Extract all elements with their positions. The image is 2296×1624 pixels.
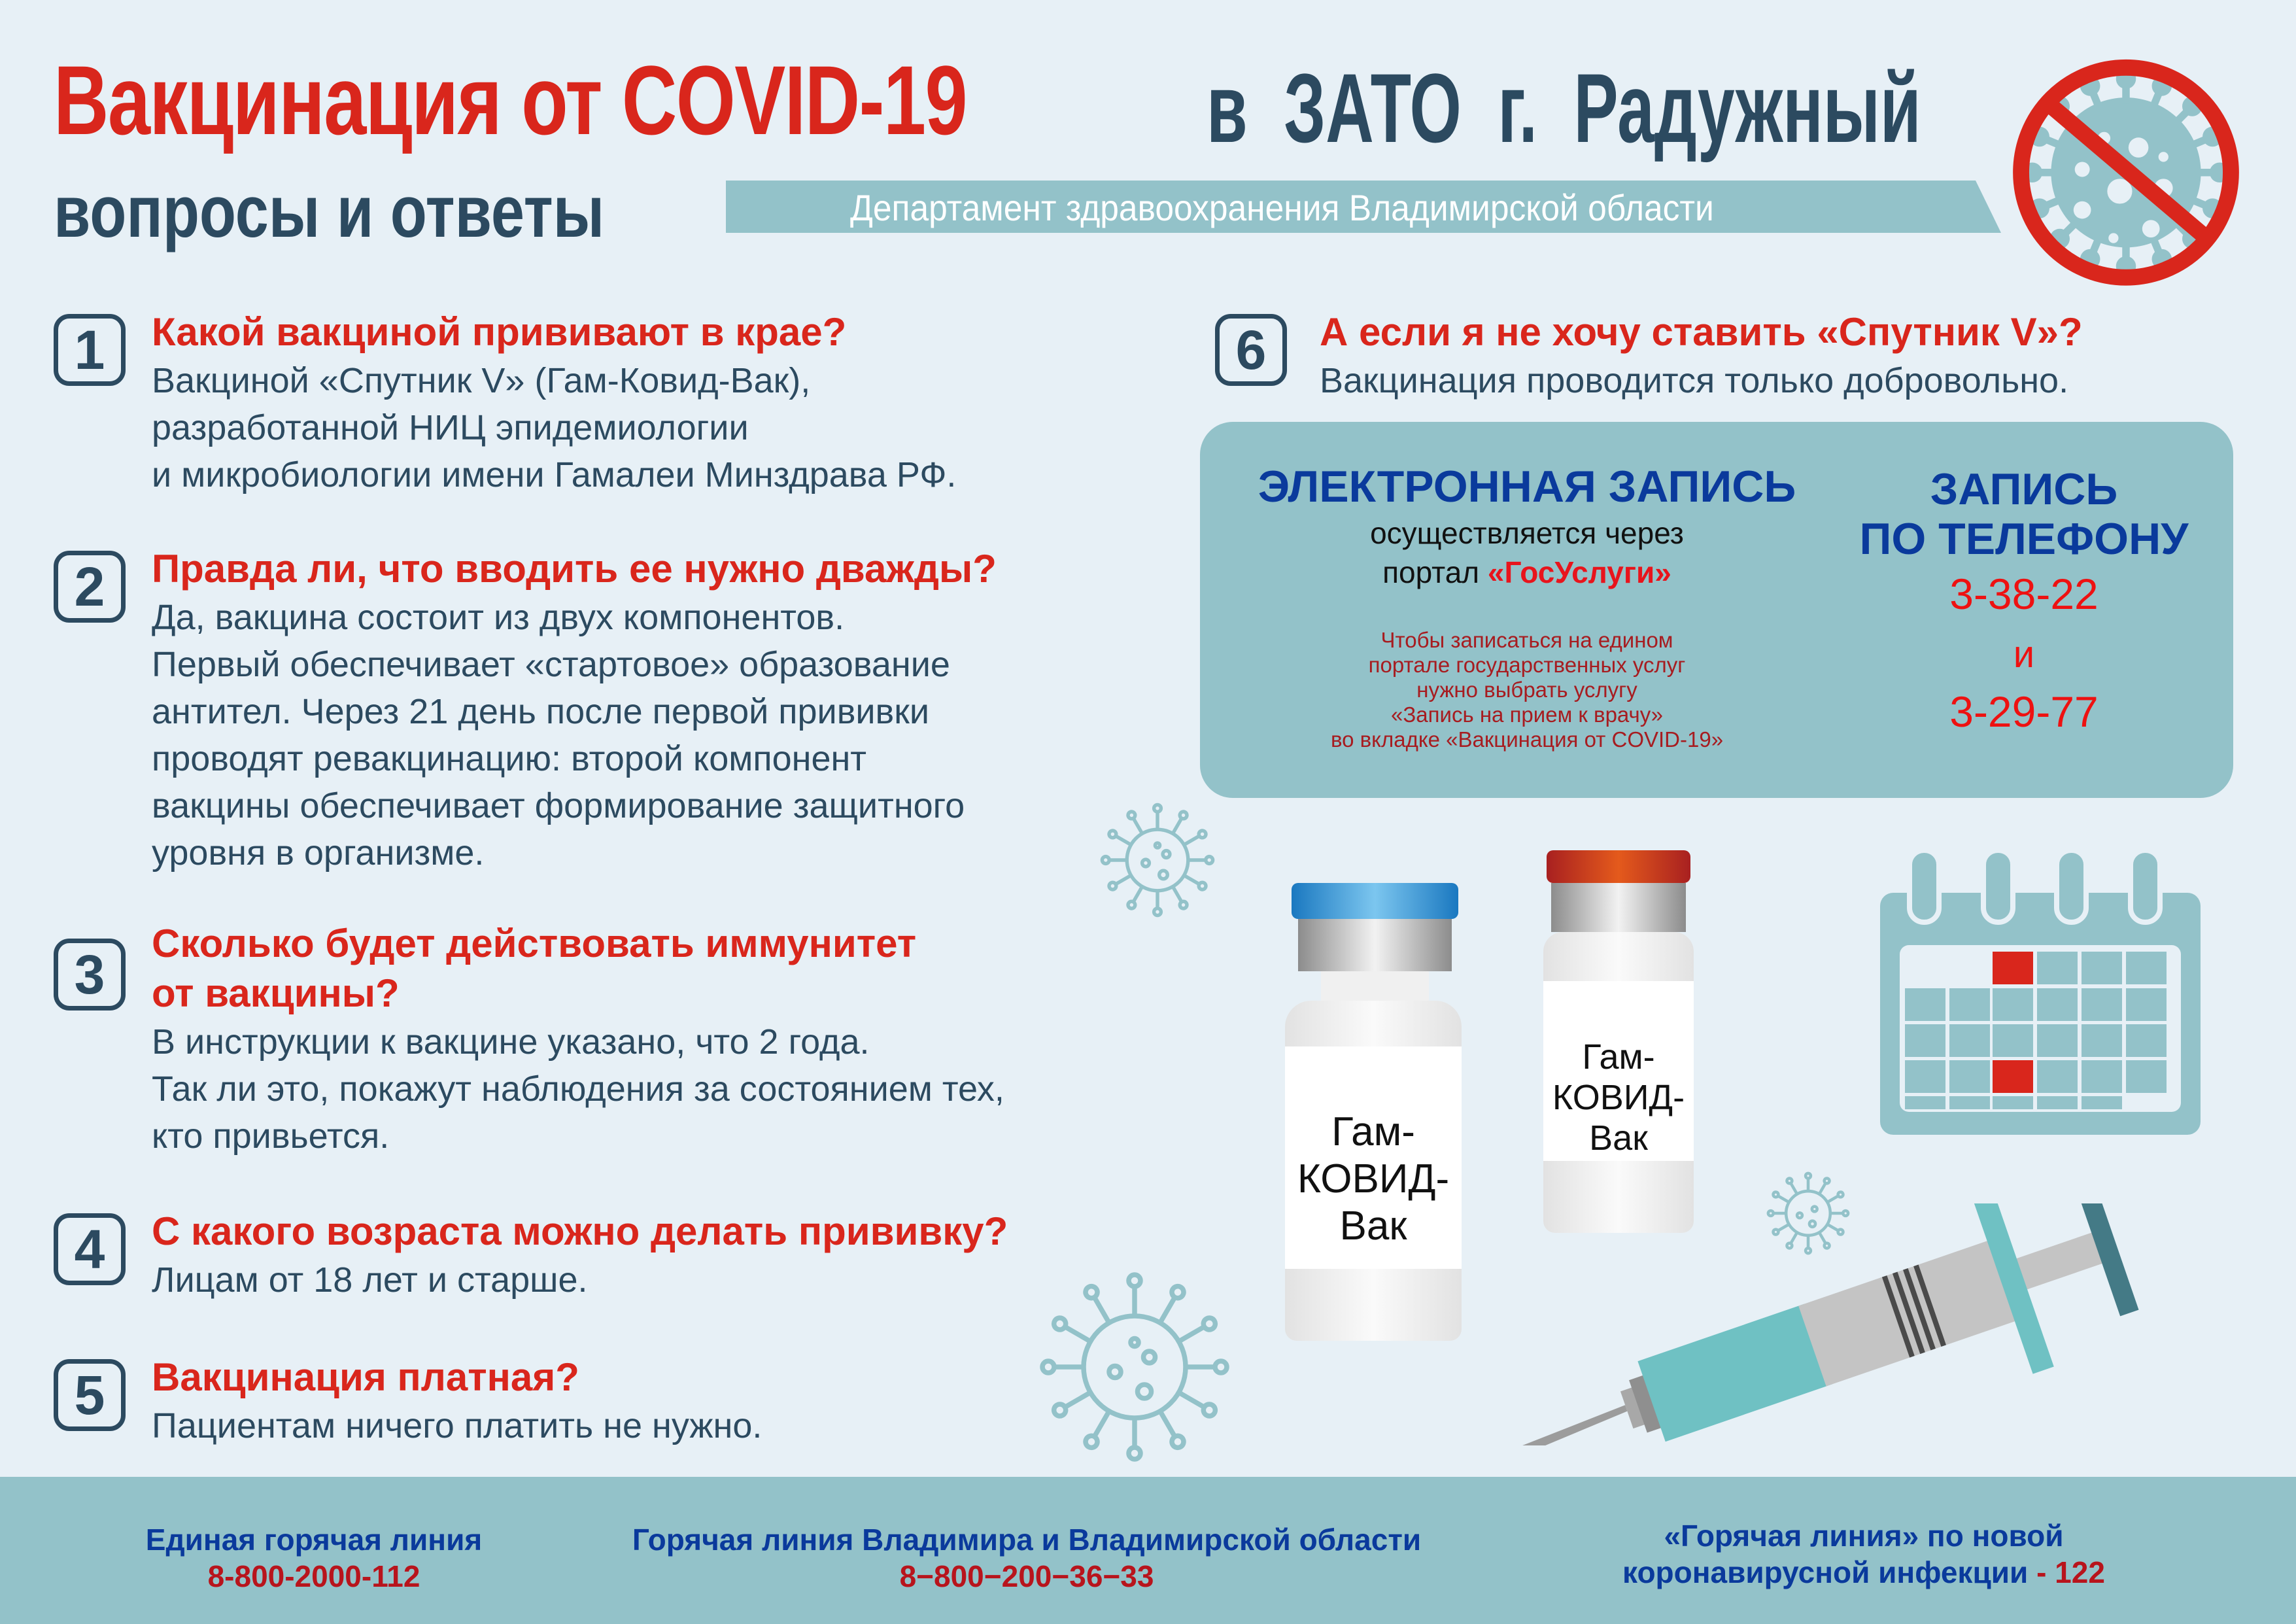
question-number-badge: 5 (54, 1359, 126, 1431)
answer-line: Вакцинация проводится только добровольно. (1320, 361, 2069, 400)
hotline-phone[interactable]: 8-800-2000-112 (207, 1559, 420, 1593)
hotline-phone[interactable]: 8−800−200−36−33 (899, 1559, 1154, 1593)
vial-label-line: Вак (1339, 1203, 1407, 1249)
question-number-badge: 1 (54, 314, 126, 386)
gosuslugi-link[interactable]: «ГосУслуги» (1487, 555, 1671, 589)
blue-cap (1292, 883, 1458, 919)
phone-number-2[interactable]: 3-29-77 (1949, 687, 2099, 736)
hotline-vladimir (575, 1521, 1478, 1595)
hotline-unified (92, 1521, 536, 1595)
answer-line: кто привьется. (152, 1116, 390, 1156)
hotline-label: Горячая линия Владимира и Владимирской области (632, 1523, 1422, 1557)
red-cap (1547, 850, 1690, 883)
answer-line: разработанной НИЦ эпидемиологии (152, 408, 749, 447)
page-title: Вакцинация от COVID-19 (54, 45, 967, 155)
question-title: Какой вакциной прививают в крае? (152, 310, 847, 354)
vial-label-line: КОВИД- (1552, 1078, 1685, 1117)
vial-label-line: Гам- (1582, 1037, 1655, 1077)
electronic-appointment-desc (1246, 513, 1808, 592)
hotline-phone[interactable]: - 122 (2028, 1555, 2105, 1589)
virus-outline-icon (1037, 1269, 1233, 1465)
page-title-location: в ЗАТО г. Радужный (1207, 53, 1921, 163)
gosuslugi-instructions (1246, 628, 1808, 752)
answer-line: проводят ревакцинацию: второй компонент (152, 739, 867, 778)
hotline-label: коронавирусной инфекции (1622, 1555, 2029, 1589)
hotline-coronavirus (1569, 1517, 2158, 1591)
electronic-appointment-title: ЭЛЕКТРОННАЯ ЗАПИСЬ (1258, 462, 1796, 511)
instruction-line: во вкладке «Вакцинация от COVID-19» (1330, 727, 1724, 752)
question-title: Сколько будет действовать иммунитет (152, 922, 917, 965)
footer-hotlines (0, 1477, 2296, 1624)
answer-line: Первый обеспечивает «стартовое» образование (152, 645, 950, 684)
electronic-line-2: портал (1382, 555, 1488, 589)
answer-line: Да, вакцина состоит из двух компонентов. (152, 598, 845, 637)
question-number-badge: 2 (54, 551, 126, 623)
phone-and: и (2013, 633, 2035, 676)
answer-line: антител. Через 21 день после первой прививки (152, 692, 930, 731)
instruction-line: «Запись на прием к врачу» (1391, 702, 1663, 727)
vaccine-vial-small (1543, 850, 1694, 1233)
metal-seal (1298, 919, 1452, 971)
vial-label-line: Вак (1589, 1118, 1648, 1158)
metal-seal (1551, 883, 1686, 932)
highlighted-day (1993, 1060, 2033, 1093)
phone-number-1[interactable]: 3-38-22 (1949, 570, 2099, 618)
vial-label-line: Гам- (1331, 1109, 1415, 1154)
answer-line: вакцины обеспечивает формирование защитного (152, 786, 965, 825)
instruction-line: Чтобы записаться на едином (1380, 628, 1673, 652)
instruction-line: нужно выбрать услугу (1416, 678, 1637, 702)
answer-line: Лицам от 18 лет и старше. (152, 1260, 588, 1300)
hotline-label: «Горячая линия» по новой (1664, 1519, 2064, 1553)
vial-label (1543, 1037, 1694, 1158)
answer-line: Вакциной «Спутник V» (Гам-Ковид-Вак), (152, 361, 811, 400)
electronic-line-1: осуществляется через (1370, 516, 1684, 550)
page-subtitle: вопросы и ответы (54, 171, 605, 252)
question-title: С какого возраста можно делать прививку? (152, 1209, 1008, 1253)
syringe-icon (1413, 1203, 2197, 1445)
phone-title-line-1: ЗАПИСЬ (1930, 464, 2118, 514)
no-virus-icon (2001, 44, 2251, 294)
hotline-label: Единая горячая линия (145, 1523, 483, 1557)
instruction-line: портале государственных услуг (1368, 653, 1686, 677)
phone-appointment-title (1828, 464, 2220, 564)
answer-line: Пациентам ничего платить не нужно. (152, 1406, 762, 1445)
answer-line: уровня в организме. (152, 833, 485, 872)
question-number-badge: 6 (1215, 314, 1287, 386)
answer-line: В инструкции к вакцине указано, что 2 года. (152, 1022, 870, 1062)
department-name: Департамент здравоохранения Владимирской области (850, 187, 1714, 228)
question-number-badge: 4 (54, 1213, 126, 1285)
phone-title-line-2: ПО ТЕЛЕФОНУ (1859, 514, 2189, 564)
virus-outline-icon (1099, 801, 1216, 919)
answer-line: Так ли это, покажут наблюдения за состоянием тех, (152, 1069, 1004, 1109)
vial-label-line: КОВИД- (1297, 1156, 1450, 1201)
answer-line: и микробиологии имени Гамалеи Минздрава РФ. (152, 455, 957, 494)
question-title: А если я не хочу ставить «Спутник V»? (1320, 310, 2083, 354)
question-number-badge: 3 (54, 939, 126, 1011)
highlighted-day (1993, 952, 2033, 984)
calendar-icon (1874, 837, 2207, 1138)
question-title: Правда ли, что вводить ее нужно дважды? (152, 547, 997, 591)
question-title: Вакцинация платная? (152, 1355, 579, 1399)
appointment-box (1200, 422, 2233, 798)
question-title: от вакцины? (152, 971, 400, 1015)
